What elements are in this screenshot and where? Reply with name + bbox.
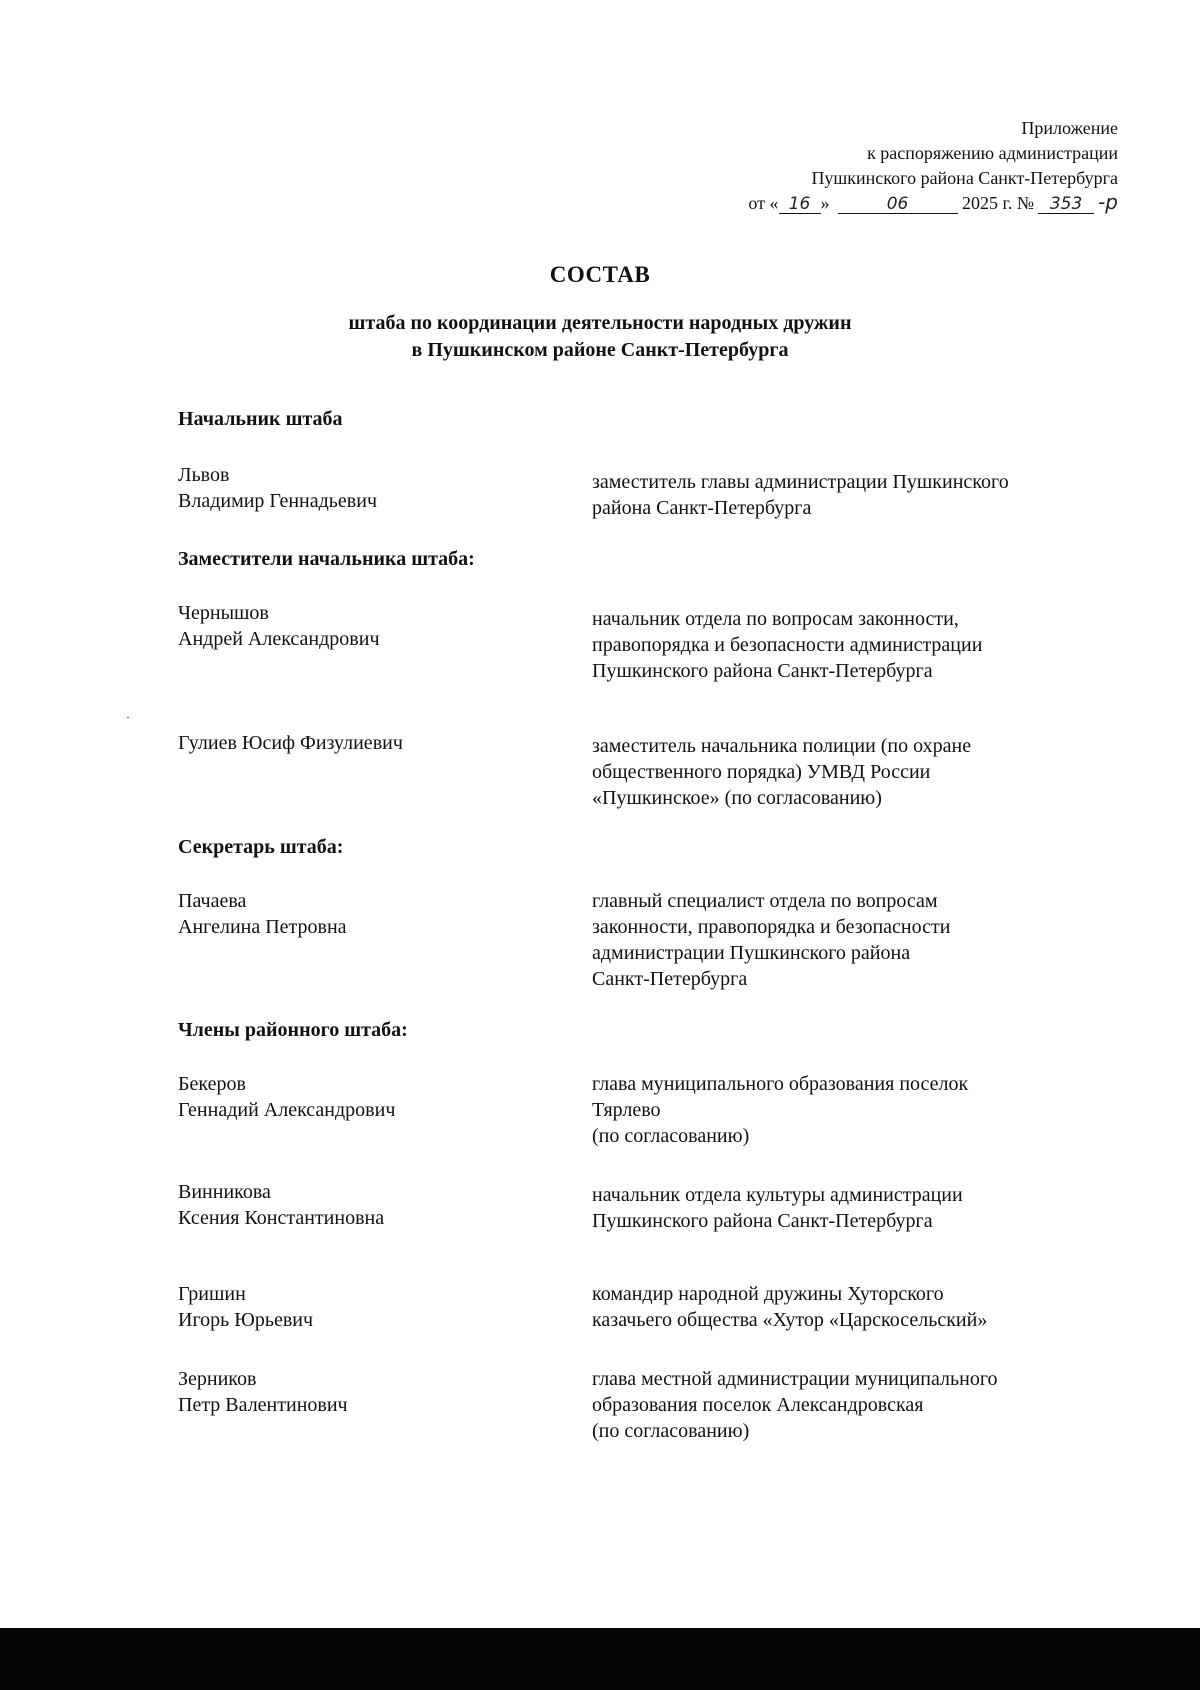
role-line: заместитель начальника полиции (по охране — [592, 735, 972, 757]
member-role — [592, 733, 971, 811]
role-line: командир народной дружины Хуторского — [592, 1283, 944, 1305]
member-role — [592, 1182, 963, 1234]
role-line: правопорядка и безопасности администрации — [592, 634, 983, 656]
section-members: Члены районного штаба: — [178, 1019, 408, 1041]
member-given-name: Ангелина Петровна — [178, 916, 347, 938]
role-line: Санкт-Петербурга — [592, 968, 748, 990]
member-role — [592, 1071, 968, 1149]
member-role — [592, 1281, 987, 1333]
member-surname: Гришин — [178, 1283, 246, 1305]
role-line: образования поселок Александровская — [592, 1394, 924, 1416]
role-line: главный специалист отдела по вопросам — [592, 890, 938, 912]
member-name — [178, 888, 347, 940]
year-text: 2025 г. № — [962, 193, 1035, 213]
member-given-name: Ксения Константиновна — [178, 1207, 385, 1229]
member-name — [178, 1281, 313, 1333]
member-name — [178, 462, 377, 514]
member-name — [178, 730, 403, 756]
member-surname: Пачаева — [178, 890, 247, 912]
scan-bottom-border — [0, 1628, 1200, 1690]
role-line: общественного порядка) УМВД России — [592, 761, 931, 783]
member-full-name: Гулиев Юсиф Физулиевич — [178, 732, 403, 754]
role-line: администрации Пушкинского района — [592, 942, 911, 964]
appendix-district: Пушкинского района Санкт-Петербурга — [811, 168, 1118, 188]
member-name — [178, 1366, 348, 1418]
member-surname: Бекеров — [178, 1073, 246, 1095]
role-line: района Санкт-Петербурга — [592, 497, 812, 519]
role-line: Тярлево — [592, 1099, 661, 1121]
role-line: «Пушкинское» (по согласованию) — [592, 787, 882, 809]
role-line: глава местной администрации муниципального — [592, 1368, 998, 1390]
subtitle-line-2: в Пушкинском районе Санкт-Петербурга — [411, 339, 789, 361]
role-line: Пушкинского района Санкт-Петербурга — [592, 660, 933, 682]
role-line: начальник отдела по вопросам законности, — [592, 608, 959, 630]
member-role — [592, 469, 1009, 521]
member-given-name: Владимир Геннадьевич — [178, 490, 378, 512]
document-title: СОСТАВ — [549, 262, 651, 287]
date-mid: » — [820, 193, 830, 213]
member-given-name: Геннадий Александрович — [178, 1099, 396, 1121]
role-line: (по согласованию) — [592, 1125, 750, 1147]
member-given-name: Андрей Александрович — [178, 628, 380, 650]
member-name — [178, 600, 380, 652]
scan-speck — [127, 717, 129, 718]
role-line: начальник отдела культуры администрации — [592, 1184, 963, 1206]
handwritten-number-suffix: -р — [1098, 190, 1118, 214]
section-head: Начальник штаба — [178, 408, 343, 430]
appendix-date-line — [748, 191, 1118, 216]
member-surname: Винникова — [178, 1181, 271, 1203]
member-surname: Львов — [178, 464, 230, 486]
member-surname: Зерников — [178, 1368, 257, 1390]
member-name — [178, 1071, 395, 1123]
handwritten-number: 353 — [1038, 195, 1094, 214]
role-line: Пушкинского района Санкт-Петербурга — [592, 1210, 933, 1232]
member-role — [592, 606, 982, 684]
role-line: глава муниципального образования поселок — [592, 1073, 969, 1095]
role-line: заместитель главы администрации Пушкинского — [592, 471, 1009, 493]
member-given-name: Петр Валентинович — [178, 1394, 348, 1416]
role-line: (по согласованию) — [592, 1420, 750, 1442]
appendix-header — [748, 116, 1118, 216]
handwritten-day: 16 — [779, 195, 821, 214]
section-deputies: Заместители начальника штаба: — [178, 548, 475, 570]
member-surname: Чернышов — [178, 602, 269, 624]
document-subtitle — [0, 310, 1200, 364]
member-given-name: Игорь Юрьевич — [178, 1309, 314, 1331]
role-line: законности, правопорядка и безопасности — [592, 916, 951, 938]
appendix-reference: к распоряжению администрации — [867, 143, 1118, 163]
subtitle-line-1: штаба по координации деятельности народных дружин — [348, 312, 852, 334]
role-line: казачьего общества «Хутор «Царскосельский» — [592, 1309, 988, 1331]
member-role — [592, 888, 950, 992]
member-role — [592, 1366, 998, 1444]
appendix-label: Приложение — [1021, 118, 1118, 138]
section-secretary: Секретарь штаба: — [178, 836, 344, 858]
handwritten-month: 06 — [838, 195, 958, 214]
member-name — [178, 1179, 384, 1231]
date-prefix: от « — [748, 193, 779, 213]
